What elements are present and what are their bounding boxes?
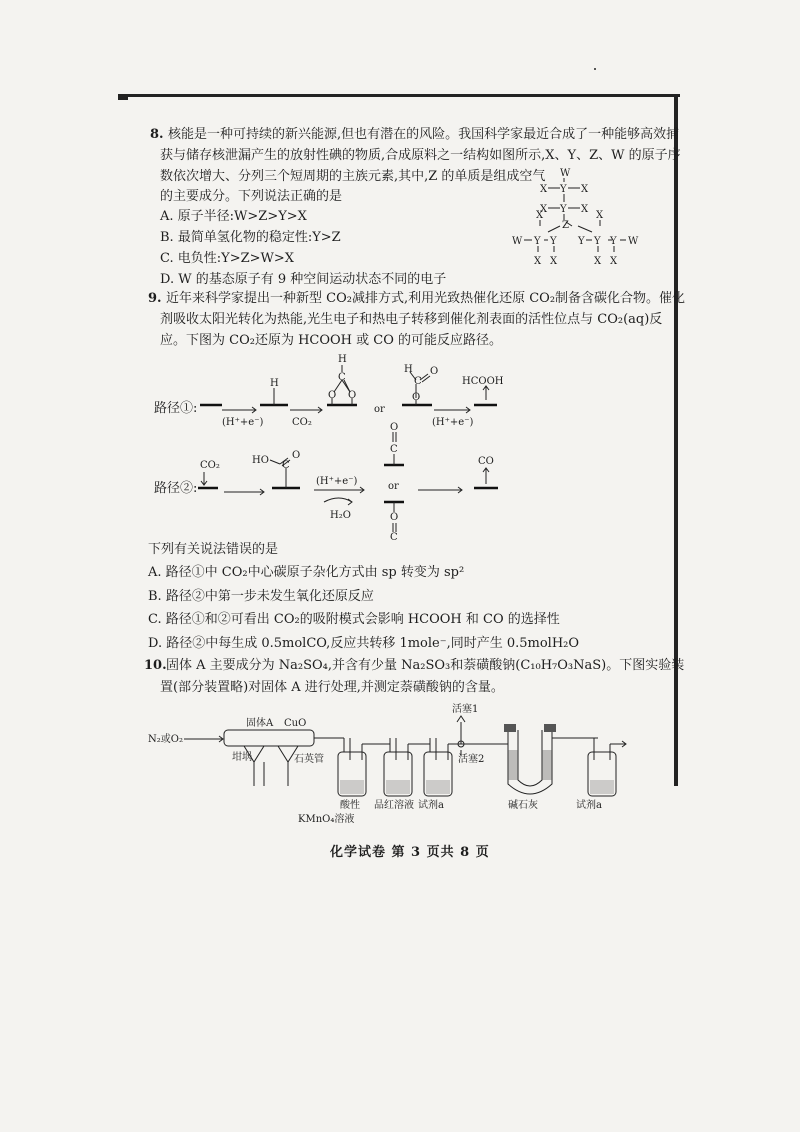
svg-text:试剂a: 试剂a	[418, 800, 444, 811]
svg-text:(H⁺+e⁻): (H⁺+e⁻)	[316, 476, 358, 487]
page-footer: 化学试卷 第 3 页共 8 页	[330, 845, 490, 860]
path1-label: 路径①:	[154, 401, 198, 416]
svg-text:KMnO₄溶液: KMnO₄溶液	[298, 814, 355, 825]
svg-text:CO₂: CO₂	[292, 417, 312, 428]
svg-text:O: O	[412, 392, 421, 403]
speck	[594, 68, 596, 70]
svg-text:坩埚: 坩埚	[232, 752, 252, 763]
svg-text:X: X	[594, 256, 602, 267]
svg-text:W: W	[628, 236, 639, 247]
svg-text:X: X	[540, 184, 548, 195]
q8-option-d: D. W 的基态原子有 9 种空间运动状态不同的电子	[160, 272, 447, 287]
svg-text:W: W	[512, 236, 523, 247]
q10-stem-line2: 置(部分装置略)对固体 A 进行处理,并测定萘磺酸钠的含量。	[160, 680, 504, 695]
atom-w-top: W	[560, 168, 571, 179]
path2-label: 路径②:	[154, 481, 198, 496]
svg-text:O: O	[390, 512, 399, 523]
q9-option-b: B. 路径②中第一步未发生氧化还原反应	[148, 589, 374, 604]
q8-stem-line4: 的主要成分。下列说法正确的是	[160, 189, 343, 204]
svg-text:固体A: 固体A	[246, 718, 274, 729]
svg-text:HO: HO	[252, 455, 269, 466]
q8-option-a: A. 原子半径:W>Z>Y>X	[160, 209, 307, 224]
svg-text:酸性: 酸性	[340, 800, 360, 811]
svg-text:CuO: CuO	[284, 718, 307, 729]
q9-option-d: D. 路径②中每生成 0.5molCO,反应共转移 1mole⁻,同时产生 0.5molH₂O	[148, 636, 580, 651]
svg-text:O: O	[292, 450, 301, 461]
q9-option-c: C. 路径①和②可看出 CO₂的吸附模式会影响 HCOOH 和 CO 的选择性	[148, 612, 560, 627]
svg-text:C: C	[282, 460, 290, 471]
svg-text:X: X	[610, 256, 618, 267]
svg-text:X: X	[534, 256, 542, 267]
q8-structure-diagram	[508, 168, 648, 278]
svg-text:H: H	[338, 354, 347, 365]
q8-stem-line1: 核能是一种可持续的新兴能源,但也有潜在的风险。我国科学家最近合成了一种能够高效捕	[168, 127, 680, 142]
q9-stem-line1: 近年来科学家提出一种新型 CO₂减排方式,利用光致热催化还原 CO₂制备含碳化合物。催化	[166, 291, 686, 306]
svg-text:C: C	[338, 372, 346, 383]
svg-text:Y: Y	[550, 236, 557, 247]
q8-stem-line2: 获与储存核泄漏产生的放射性碘的物质,合成原料之一结构如图所示,X、Y、Z、W 的原子序	[160, 148, 681, 163]
svg-text:or: or	[374, 404, 385, 415]
q9-stem-line3: 应。下图为 CO₂还原为 HCOOH 或 CO 的可能反应路径。	[160, 333, 503, 348]
q8-number: 8.	[150, 127, 164, 142]
right-edge-bar	[674, 96, 678, 786]
svg-text:(H⁺+e⁻): (H⁺+e⁻)	[432, 417, 474, 428]
svg-text:N₂或O₂: N₂或O₂	[148, 734, 183, 745]
svg-text:活塞1: 活塞1	[452, 704, 479, 715]
svg-text:CO: CO	[478, 456, 494, 467]
svg-text:Y: Y	[560, 184, 567, 195]
svg-text:Z: Z	[562, 220, 569, 231]
q8-option-c: C. 电负性:Y>Z>W>X	[160, 251, 295, 266]
svg-text:X: X	[581, 184, 589, 195]
q9-question: 下列有关说法错误的是	[148, 542, 279, 557]
svg-text:Y: Y	[610, 236, 617, 247]
svg-text:X: X	[596, 210, 604, 221]
svg-text:品红溶液: 品红溶液	[374, 800, 414, 811]
svg-text:碱石灰: 碱石灰	[508, 800, 538, 811]
svg-text:H: H	[270, 378, 279, 389]
svg-text:CO₂: CO₂	[200, 460, 220, 471]
svg-text:O: O	[390, 422, 399, 433]
top-rule	[120, 94, 680, 97]
svg-text:H: H	[404, 364, 413, 375]
svg-text:or: or	[388, 481, 399, 492]
svg-text:X: X	[540, 204, 548, 215]
q9-stem-line2: 剂吸收太阳光转化为热能,光生电子和热电子转移到催化剂表面的活性位点与 CO₂(aq)反	[160, 312, 663, 327]
svg-text:X: X	[581, 204, 589, 215]
svg-text:Y: Y	[534, 236, 541, 247]
q8-option-b: B. 最简单氢化物的稳定性:Y>Z	[160, 230, 341, 245]
q9-number: 9.	[148, 291, 162, 306]
q10-number: 10.	[144, 658, 167, 673]
q10-stem-line1: 固体 A 主要成分为 Na₂SO₄,并含有少量 Na₂SO₃和萘磺酸钠(C₁₀H₇O₃NaS)。下图实验装	[166, 658, 685, 673]
svg-text:O: O	[430, 366, 439, 377]
svg-text:C: C	[390, 532, 398, 543]
q10-apparatus-diagram	[148, 700, 628, 825]
svg-text:O: O	[348, 390, 357, 401]
svg-text:试剂a: 试剂a	[576, 800, 602, 811]
svg-text:(H⁺+e⁻): (H⁺+e⁻)	[222, 417, 264, 428]
svg-text:Y: Y	[560, 204, 567, 215]
svg-text:Y: Y	[578, 236, 585, 247]
q9-reaction-pathway-diagram	[152, 350, 592, 543]
top-rule-mark	[118, 94, 128, 100]
svg-text:X: X	[536, 210, 544, 221]
svg-text:C: C	[414, 376, 422, 387]
svg-text:X: X	[550, 256, 558, 267]
svg-text:O: O	[328, 390, 337, 401]
svg-text:Y: Y	[594, 236, 601, 247]
svg-text:C: C	[390, 444, 398, 455]
q9-option-a: A. 路径①中 CO₂中心碳原子杂化方式由 sp 转变为 sp²	[148, 565, 465, 580]
svg-text:H₂O: H₂O	[330, 510, 351, 521]
q8-stem-line3: 数依次增大、分列三个短周期的主族元素,其中,Z 的单质是组成空气	[160, 169, 546, 184]
svg-text:HCOOH: HCOOH	[462, 376, 504, 387]
svg-text:活塞2: 活塞2	[458, 754, 485, 765]
svg-text:石英管: 石英管	[294, 754, 324, 765]
